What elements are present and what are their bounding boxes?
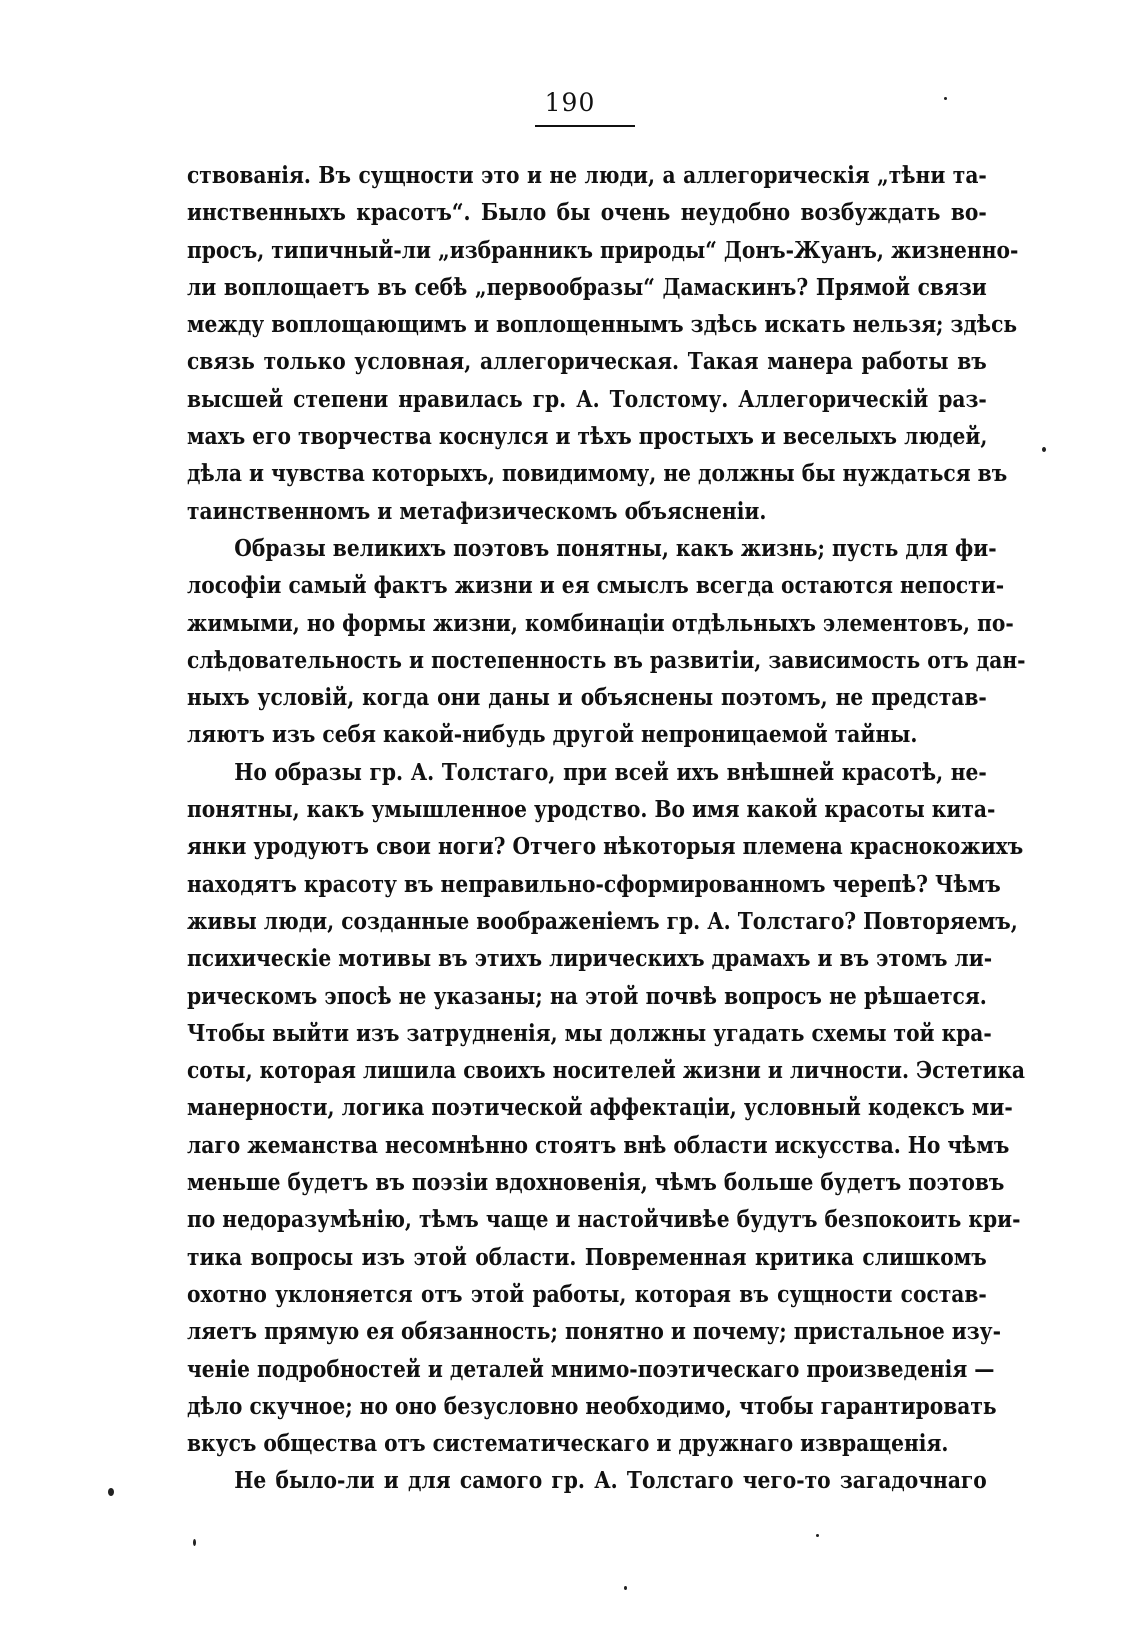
text-line: таинственномъ и метафизическомъ объясненіи.	[187, 496, 767, 525]
text-line: соты, которая лишила своихъ носителей жизни и личности. Эстетика	[187, 1056, 1026, 1085]
scan-speck	[1042, 447, 1046, 452]
page-number: 190	[544, 88, 596, 117]
text-line: манерности, логика поэтической аффектаціи, условный кодексъ ми-	[187, 1093, 1013, 1122]
text-line: Чтобы выйти изъ затрудненія, мы должны угадать схемы той кра-	[187, 1018, 992, 1047]
text-line: связь только условная, аллегорическая. Такая манера работы въ	[187, 347, 987, 376]
text-line: охотно уклоняется отъ этой работы, которая въ сущности состав-	[187, 1279, 987, 1308]
paragraph	[187, 1462, 987, 1499]
text-line: между воплощающимъ и воплощеннымъ здѣсь искать нельзя; здѣсь	[187, 310, 1018, 339]
text-line: ли воплощаетъ въ себѣ „первообразы“ Дамаскинъ? Прямой связи	[187, 272, 987, 301]
scan-speck	[108, 1488, 114, 1496]
text-line: инственныхъ красотъ“. Было бы очень неудобно возбуждать во-	[187, 198, 987, 227]
text-line: вкусъ общества отъ систематическаго и дружнаго извращенія.	[187, 1429, 949, 1458]
scan-speck	[944, 97, 947, 100]
text-line: ляетъ прямую ея обязанность; понятно и почему; пристальное изу-	[187, 1317, 1001, 1346]
text-line: психическіе мотивы въ этихъ лирическихъ драмахъ и въ этомъ ли-	[187, 944, 993, 973]
text-line: высшей степени нравилась гр. А. Толстому. Аллегорическій раз-	[187, 384, 987, 413]
text-line: рическомъ эпосѣ не указаны; на этой почвѣ вопросъ не рѣшается.	[187, 981, 987, 1010]
body-text	[187, 157, 1026, 1500]
paragraph	[187, 157, 1019, 530]
scan-speck	[193, 1539, 196, 1546]
text-line: дѣло скучное; но оно безусловно необходимо, чтобы гарантировать	[187, 1391, 997, 1420]
text-line: по недоразумѣнію, тѣмъ чаще и настойчивѣе будутъ безпокоить кри-	[187, 1205, 1021, 1234]
text-line: понятны, какъ умышленное уродство. Во имя какой красоты кита-	[187, 795, 996, 824]
text-line: слѣдовательность и постепенность въ развитіи, зависимость отъ дан-	[187, 645, 1026, 674]
text-line: жимыми, но формы жизни, комбинаціи отдѣльныхъ элементовъ, по-	[187, 608, 1014, 637]
page-number-rule	[535, 125, 635, 127]
text-line: Не было-ли и для самого гр. А. Толстаго чего-то загадочнаго	[234, 1466, 987, 1495]
text-line: меньше будетъ въ поэзіи вдохновенія, чѣмъ больше будетъ поэтовъ	[187, 1168, 1005, 1197]
text-line: находятъ красоту въ неправильно-сформированномъ черепѣ? Чѣмъ	[187, 869, 1001, 898]
text-line: живы люди, созданные воображеніемъ гр. А. Толстаго? Повторяемъ,	[187, 906, 1018, 935]
text-line: ляютъ изъ себя какой-нибудь другой непроницаемой тайны.	[187, 720, 918, 749]
paragraph	[187, 530, 1026, 754]
text-line: дѣла и чувства которыхъ, повидимому, не должны бы нуждаться въ	[187, 459, 1008, 488]
text-line: ченіе подробностей и деталей мнимо-поэтическаго произведенія —	[187, 1354, 995, 1383]
scan-speck	[816, 1534, 819, 1537]
text-line: просъ, типичный-ли „избранникъ природы“ Донъ-Жуанъ, жизненно-	[187, 235, 1019, 264]
text-line: янки уродуютъ свои ноги? Отчего нѣкоторыя племена краснокожихъ	[187, 832, 1024, 861]
scan-speck	[624, 1586, 627, 1590]
text-line: лософіи самый фактъ жизни и ея смыслъ всегда остаются непости-	[187, 571, 1005, 600]
text-line: тика вопросы изъ этой области. Повременная критика слишкомъ	[187, 1242, 987, 1271]
text-line: Но образы гр. А. Толстаго, при всей ихъ внѣшней красотѣ, не-	[234, 757, 987, 786]
text-line: махъ его творчества коснулся и тѣхъ простыхъ и веселыхъ людей,	[187, 422, 988, 451]
text-line: ствованія. Въ сущности это и не люди, а аллегорическія „тѣни та-	[187, 161, 987, 189]
text-line: Образы великихъ поэтовъ понятны, какъ жизнь; пусть для фи-	[234, 533, 997, 562]
paragraph	[187, 754, 1026, 1463]
text-line: лаго жеманства несомнѣнно стоятъ внѣ области искусства. Но чѣмъ	[187, 1130, 1010, 1159]
text-line: ныхъ условій, когда они даны и объяснены поэтомъ, не представ-	[187, 683, 987, 712]
